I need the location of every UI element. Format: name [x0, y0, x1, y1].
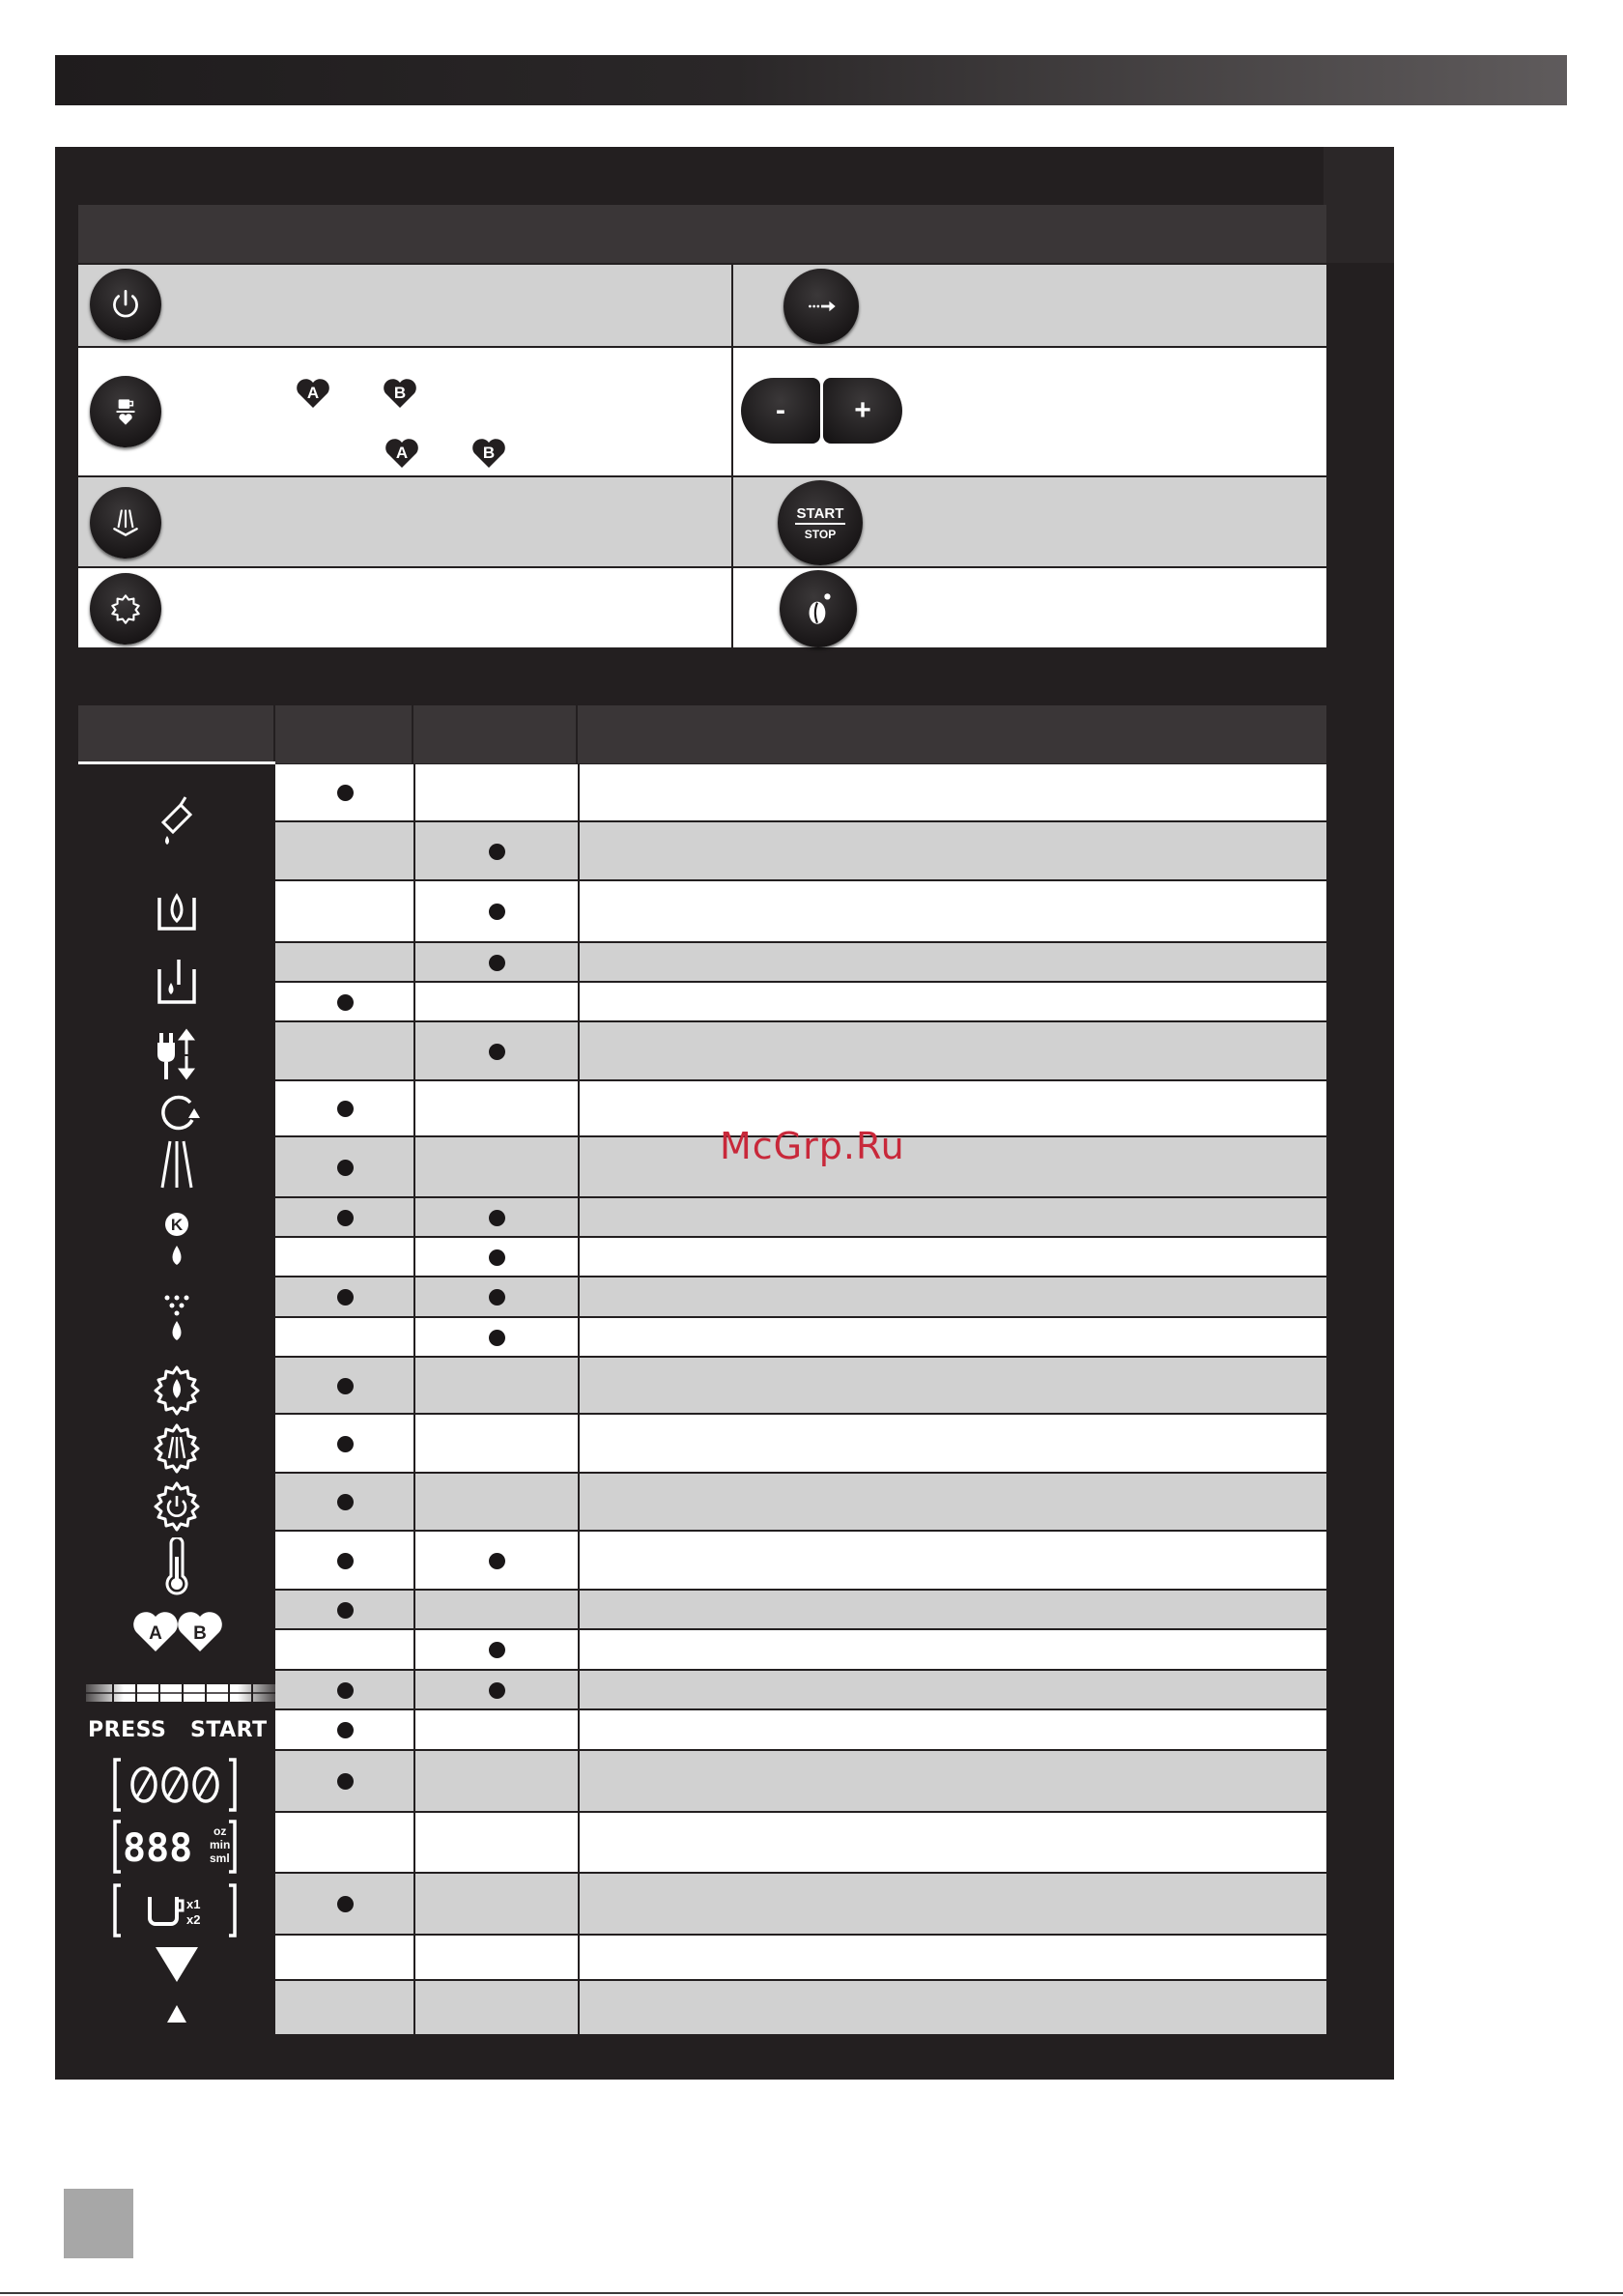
- heart-a-icon: [295, 375, 331, 410]
- table-row: [275, 1874, 1326, 1936]
- indicator-dot: [489, 844, 505, 860]
- steam-button[interactable]: [90, 487, 161, 559]
- coffee-bean-icon: [798, 588, 839, 629]
- controls-row-4: [78, 566, 1326, 647]
- plus-button[interactable]: +: [823, 378, 902, 444]
- indicator-dot: [337, 1210, 354, 1226]
- table-row: [275, 1630, 1326, 1671]
- thermometer-icon: [161, 1537, 192, 1597]
- table-row: [275, 1981, 1326, 2036]
- controls-row-3: [78, 475, 1326, 566]
- svg-text:A: A: [149, 1623, 162, 1644]
- indicator-dot: [337, 1553, 354, 1569]
- favorite-drink-button[interactable]: [90, 376, 161, 447]
- indicator-dot: [337, 1160, 354, 1176]
- table-row: [275, 1022, 1326, 1081]
- table-row: [275, 943, 1326, 983]
- arrow-up-icon: [165, 2003, 188, 2024]
- minus-button[interactable]: -: [741, 378, 820, 444]
- table-row: [275, 1415, 1326, 1474]
- digital-readout-icon: [111, 1818, 239, 1876]
- next-button[interactable]: [783, 269, 859, 344]
- indicator-dot: [337, 1773, 354, 1790]
- rinse-cycle-icon: [156, 1089, 202, 1135]
- gear-steam-icon: [150, 1421, 204, 1476]
- indicator-dot: [337, 1722, 354, 1738]
- controls-row-2: [78, 346, 1326, 475]
- bean-cell: [733, 568, 1326, 647]
- descale-icon: [154, 793, 200, 847]
- table-row: [275, 1358, 1326, 1415]
- heart-a-icon: [384, 435, 420, 470]
- indicator-dot: [337, 994, 354, 1011]
- power-button[interactable]: [90, 269, 161, 340]
- bean-button[interactable]: [780, 570, 857, 647]
- header-col-description: [578, 705, 1326, 763]
- display-table-header: [78, 705, 1326, 763]
- indicator-dot: [337, 785, 354, 801]
- table-row: [275, 764, 1326, 822]
- page-number-box: [64, 2189, 133, 2258]
- plug-arrows-icon: [156, 1027, 198, 1081]
- arrow-right-icon: [801, 286, 841, 327]
- steam-cell: [78, 477, 733, 566]
- controls-table: [78, 263, 1326, 647]
- drip-tray-icon: [154, 956, 200, 1008]
- cup-heart-icon: [105, 391, 146, 432]
- steam-icon: [105, 502, 146, 543]
- table-row: [275, 1671, 1326, 1710]
- header-col-symbol: [78, 705, 275, 763]
- start-stop-button[interactable]: [778, 480, 863, 565]
- svg-text:A: A: [395, 444, 409, 462]
- display-grid: [275, 764, 1326, 2036]
- indicator-dot: [337, 1896, 354, 1912]
- table-row: [275, 1710, 1326, 1751]
- cup-count-icon: [111, 1881, 239, 1939]
- table-row: [275, 1936, 1326, 1981]
- indicator-dot: [489, 1642, 505, 1658]
- indicator-dot: [489, 1249, 505, 1266]
- water-tank-icon: [154, 882, 200, 934]
- svg-text:x1: x1: [186, 1897, 201, 1911]
- svg-text:888: 888: [123, 1826, 193, 1871]
- svg-text:A: A: [306, 384, 320, 402]
- stop-label: STOP: [804, 527, 837, 541]
- clean-k-icon: [157, 1211, 196, 1271]
- settings-cell: [78, 568, 733, 647]
- svg-text:oz: oz: [214, 1824, 227, 1838]
- power-icon: [105, 284, 146, 325]
- indicator-dot: [489, 1044, 505, 1060]
- gear-power-icon: [150, 1479, 204, 1534]
- header-col-2: [413, 705, 578, 763]
- svg-text:B: B: [482, 444, 496, 462]
- svg-text:sml: sml: [210, 1851, 230, 1865]
- steam-icon: [154, 1137, 200, 1191]
- next-cell: [733, 265, 1326, 346]
- header-col-1: [275, 705, 413, 763]
- indicator-dot: [337, 1436, 354, 1452]
- start-label: START: [190, 1718, 268, 1742]
- indicator-dot: [337, 1101, 354, 1117]
- table-row: [275, 983, 1326, 1022]
- minus-plus-buttons: [741, 378, 902, 444]
- heart-b-icon: [470, 435, 507, 470]
- table-row: [275, 1238, 1326, 1277]
- watermark: McGrp.Ru: [720, 1125, 905, 1167]
- table-row: [275, 1813, 1326, 1874]
- settings-button[interactable]: [90, 573, 161, 645]
- indicator-dot: [489, 955, 505, 971]
- heart-b-icon: [382, 375, 418, 410]
- arrow-down-icon: [154, 1945, 200, 1984]
- indicator-dot: [489, 904, 505, 920]
- table-row: [275, 1591, 1326, 1630]
- gear-icon: [105, 588, 146, 629]
- table-row: [275, 881, 1326, 943]
- start-stop-cell: [733, 477, 1326, 566]
- strength-beans-icon: [111, 1756, 239, 1814]
- gear-water-icon: [150, 1363, 204, 1418]
- press-label: PRESS: [88, 1718, 167, 1742]
- bottom-edge-line: [0, 2292, 1623, 2294]
- favorite-cell: [78, 348, 733, 475]
- adjust-cell: [733, 348, 1326, 475]
- indicator-dot: [489, 1682, 505, 1699]
- table-row: [275, 1532, 1326, 1591]
- power-cell: [78, 265, 733, 346]
- water-spray-icon: [159, 1292, 194, 1346]
- svg-text:K: K: [170, 1216, 184, 1234]
- indicator-dot: [489, 1553, 505, 1569]
- hearts-ab-icon: [132, 1609, 225, 1653]
- panel-shade: [1324, 147, 1394, 263]
- table-row: [275, 1277, 1326, 1318]
- svg-text:B: B: [393, 384, 407, 402]
- indicator-dot: [337, 1682, 354, 1699]
- indicator-dot: [337, 1494, 354, 1510]
- indicator-dot: [337, 1378, 354, 1394]
- top-header-bar: [55, 55, 1567, 105]
- indicator-dot: [489, 1210, 505, 1226]
- controls-row-1: [78, 263, 1326, 346]
- controls-header: [78, 205, 1326, 263]
- indicator-dot: [489, 1330, 505, 1346]
- table-row: [275, 1318, 1326, 1358]
- display-icons-column: [78, 764, 275, 2038]
- table-row: [275, 822, 1326, 881]
- table-row: [275, 1474, 1326, 1532]
- indicator-dot: [337, 1289, 354, 1306]
- indicator-dot: [337, 1602, 354, 1619]
- table-row: [275, 1751, 1326, 1813]
- svg-text:x2: x2: [186, 1912, 201, 1927]
- progress-bar-icon: [86, 1682, 275, 1704]
- svg-text:B: B: [193, 1623, 207, 1644]
- indicator-dot: [489, 1289, 505, 1306]
- svg-text:min: min: [210, 1838, 231, 1851]
- table-row: [275, 1198, 1326, 1238]
- start-label: START: [795, 506, 846, 525]
